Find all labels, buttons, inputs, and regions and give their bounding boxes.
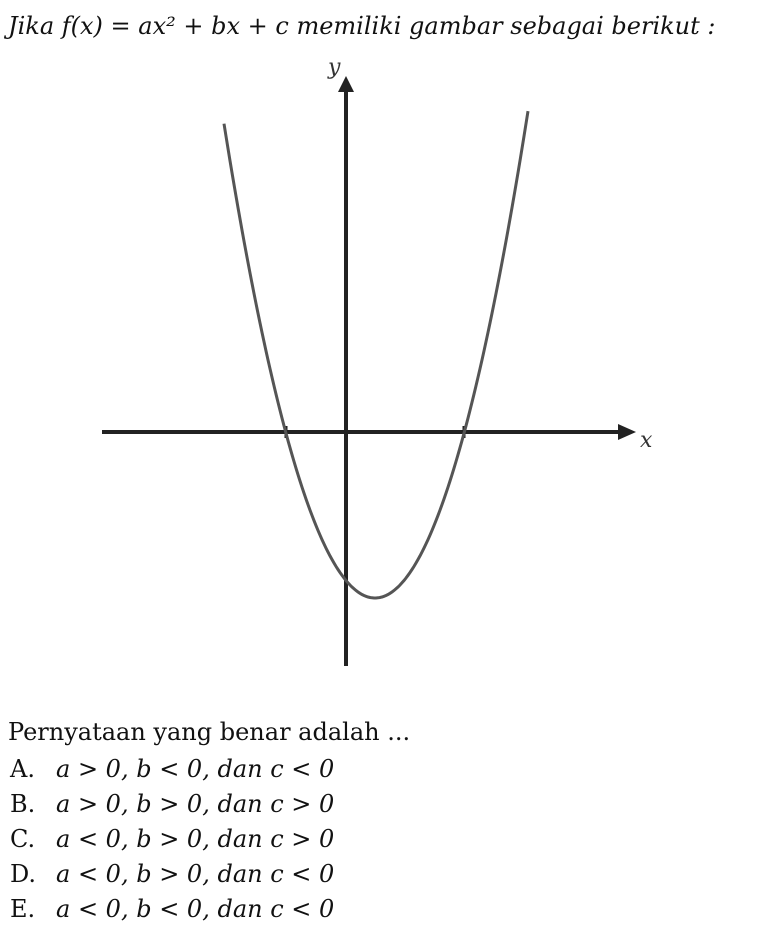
option-d[interactable] [10,858,334,893]
prompt-text: Pernyataan yang benar adalah ... [8,718,411,746]
option-c[interactable] [10,823,334,858]
option-letter: A. [10,755,35,783]
parabola-curve [224,111,528,598]
question-statement: Jika f(x) = ax² + bx + c memiliki gambar sebagai berikut : [8,12,716,40]
option-text: a > 0, b > 0, dan c > 0 [56,790,335,818]
question-text [8,10,716,42]
x-axis-label: x [640,428,653,453]
y-axis-label: y [328,55,341,80]
option-text: a < 0, b > 0, dan c < 0 [56,860,335,888]
option-text: a < 0, b < 0, dan c < 0 [56,895,335,923]
option-letter: E. [10,895,36,923]
option-a[interactable] [10,753,334,788]
option-text: a < 0, b > 0, dan c > 0 [56,825,335,853]
answer-options [10,753,334,928]
option-e[interactable] [10,893,334,928]
option-letter: D. [10,860,37,888]
option-letter: B. [10,790,36,818]
x-axis-arrow [618,424,636,440]
option-b[interactable] [10,788,334,823]
option-letter: C. [10,825,36,853]
parabola-graph [0,44,769,684]
option-text: a > 0, b < 0, dan c < 0 [56,755,335,783]
